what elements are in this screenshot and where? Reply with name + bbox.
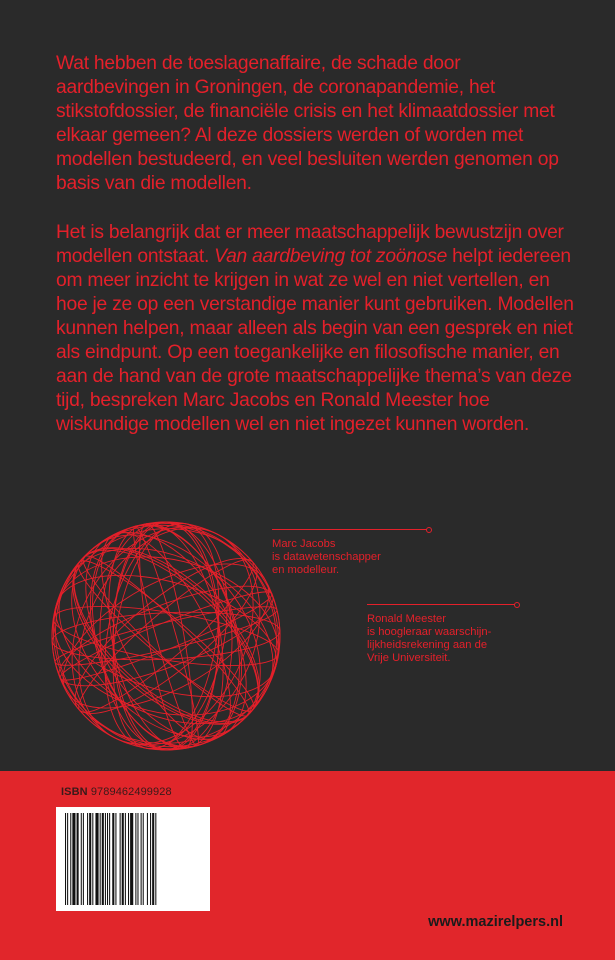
barcode-bar xyxy=(102,813,104,905)
barcode-bar xyxy=(150,813,151,905)
barcode-bar xyxy=(81,813,82,905)
author-bio-line: is hoogleraar waarschijn- xyxy=(367,626,492,638)
barcode-bar xyxy=(95,813,98,905)
barcode-bar xyxy=(105,813,106,905)
barcode-bar xyxy=(112,813,114,905)
book-title-italic: Van aardbeving tot zoönose xyxy=(214,245,448,267)
sphere-line xyxy=(53,518,280,754)
red-band xyxy=(0,771,615,960)
barcode-bar xyxy=(115,813,116,905)
barcode-bar xyxy=(100,813,101,905)
barcode xyxy=(56,807,210,911)
barcode-icon xyxy=(65,813,201,905)
sphere-line xyxy=(50,595,283,678)
isbn-label: ISBN xyxy=(61,786,88,798)
wireframe-sphere-icon xyxy=(48,518,284,754)
blurb-p2-rest: helpt iedereen om meer inzicht te krijgen in wat ze wel en niet vertellen, en hoe je ze op een verstandige manier kunt gebruiken. Modellen kunnen helpen, maar alleen als begin van een gesprek en niet als eindpunt. Op een toegankelijke en filosofische manier, en aan de hand van de grote maatschappelijke thema’s van deze tijd, bespreken Marc Jacobs en Ronald Meester hoe wiskundige modellen wel en niet ingezet kunnen worden. xyxy=(56,245,574,436)
sphere-line xyxy=(48,518,284,754)
isbn-number: 9789462499928 xyxy=(90,786,172,798)
publisher-website[interactable]: www.mazirelpers.nl xyxy=(428,914,563,930)
barcode-bar xyxy=(135,813,136,905)
barcode-bar xyxy=(77,813,79,905)
sphere-line xyxy=(48,518,284,754)
author-name: Marc Jacobs xyxy=(272,538,336,550)
barcode-bar xyxy=(72,813,75,905)
sphere-line xyxy=(48,520,284,752)
sphere-line xyxy=(49,567,284,706)
sphere-line xyxy=(48,518,284,754)
author-bio-line: Vrije Universiteit. xyxy=(367,652,451,664)
barcode-bar xyxy=(107,813,108,905)
barcode-bar xyxy=(152,813,154,905)
barcode-bar xyxy=(67,813,68,905)
sphere-line xyxy=(112,521,220,750)
blurb-paragraph-1: Wat hebben de toeslagenaffaire, de schade door aardbevingen in Groningen, de coronapandemie, het stikstofdossier, de financiële crisis en het klimaatdossier met elkaar gemeen? Al deze dossiers werden of worden met modellen bestudeerd, en veel besluiten werden genomen op basis van die modellen. xyxy=(56,53,559,195)
barcode-bar xyxy=(109,813,110,905)
author-bio-line: en modelleur. xyxy=(272,564,340,576)
sphere-line xyxy=(48,518,284,754)
sphere-line xyxy=(68,518,264,754)
blurb-text xyxy=(56,52,576,437)
barcode-bar xyxy=(87,813,88,905)
sphere-line xyxy=(48,518,284,753)
sphere-line xyxy=(76,518,256,754)
sphere-line xyxy=(48,518,284,754)
barcode-bar xyxy=(130,813,133,905)
blurb-p2-intro: Het is belangrijk dat er meer maatschappelijk bewustzijn over modellen ontstaat. xyxy=(56,221,564,267)
barcode-bar xyxy=(83,813,84,905)
barcode-bar xyxy=(89,813,91,905)
isbn-line xyxy=(61,786,172,798)
sphere-line xyxy=(48,518,284,754)
barcode-bar xyxy=(137,813,138,905)
barcode-bar xyxy=(65,813,66,905)
barcode-bar xyxy=(147,813,148,905)
sphere-line xyxy=(111,521,222,751)
author-name: Ronald Meester xyxy=(367,613,446,625)
barcode-bar xyxy=(125,813,126,905)
barcode-bar xyxy=(122,813,124,905)
barcode-bar xyxy=(141,813,142,905)
author-bio-line: is datawetenschapper xyxy=(272,551,381,563)
author-divider xyxy=(272,529,430,530)
barcode-bar xyxy=(155,813,156,905)
sphere-line xyxy=(48,518,284,754)
blurb-paragraph-2 xyxy=(56,221,576,438)
sphere-line xyxy=(48,518,284,754)
barcode-bar xyxy=(128,813,129,905)
author-bio-line: lijkheidsrekening aan de xyxy=(367,639,488,651)
barcode-bar xyxy=(143,813,144,905)
barcode-bar xyxy=(120,813,121,905)
barcode-bar xyxy=(92,813,93,905)
author-bio-ronald-meester xyxy=(367,613,517,665)
author-bio-marc-jacobs xyxy=(272,538,442,577)
author-divider xyxy=(367,604,518,605)
barcode-bar xyxy=(70,813,71,905)
